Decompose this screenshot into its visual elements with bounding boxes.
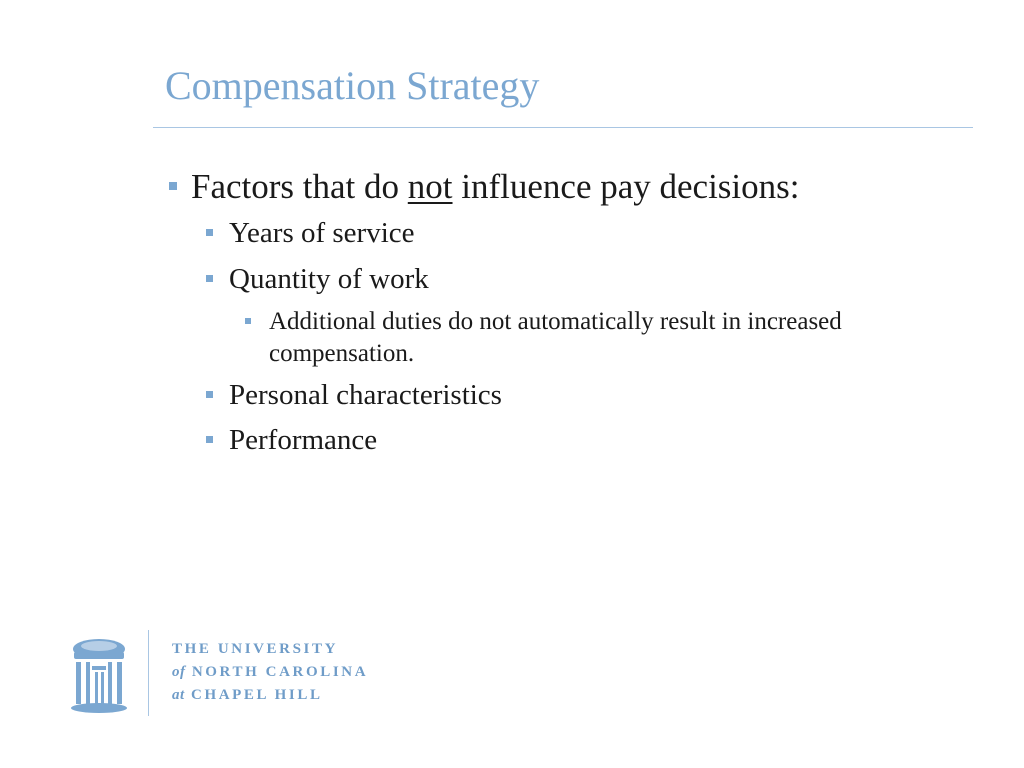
logo-line-3-prefix: at xyxy=(172,687,185,703)
logo-line-3-text: CHAPEL HILL xyxy=(191,687,323,703)
bullet-sub-text: Performance xyxy=(229,424,378,456)
bullet-main-text-end: influence pay decisions: xyxy=(452,167,800,206)
logo-line-1: THE UNIVERSITY xyxy=(172,641,339,657)
bullet-marker xyxy=(245,318,251,324)
bullet-sub-text: Quantity of work xyxy=(229,263,429,295)
bullet-sub-quantity-of-work xyxy=(229,261,429,297)
university-logo xyxy=(60,628,400,720)
logo-line-3 xyxy=(172,684,368,707)
bullet-sub-performance xyxy=(229,422,377,458)
bullet-main xyxy=(191,165,800,209)
bullet-sub-text: Personal characteristics xyxy=(229,379,502,411)
bullet-marker xyxy=(206,436,213,443)
logo-line-2-prefix: of xyxy=(172,664,186,680)
bullet-marker xyxy=(206,229,213,236)
bullet-marker xyxy=(169,182,177,190)
bullet-sub-personal-characteristics xyxy=(229,377,502,413)
logo-wordmark xyxy=(172,638,368,707)
old-well-icon xyxy=(66,636,132,720)
bullet-main-text-start: Factors that do xyxy=(191,167,408,206)
bullet-marker xyxy=(206,275,213,282)
title-divider xyxy=(153,127,973,128)
logo-divider xyxy=(148,630,149,716)
bullet-subsub-additional-duties xyxy=(269,306,909,370)
logo-line-2 xyxy=(172,661,368,684)
slide-title: Compensation Strategy xyxy=(165,63,540,108)
bullet-subsub-text: Additional duties do not automatically result in increased compensation. xyxy=(269,308,842,367)
logo-line-2-text: NORTH CAROLINA xyxy=(191,664,369,680)
bullet-main-emphasis: not xyxy=(407,167,453,206)
bullet-marker xyxy=(206,391,213,398)
bullet-sub-text: Years of service xyxy=(229,217,415,249)
bullet-sub-years-of-service xyxy=(229,215,415,251)
